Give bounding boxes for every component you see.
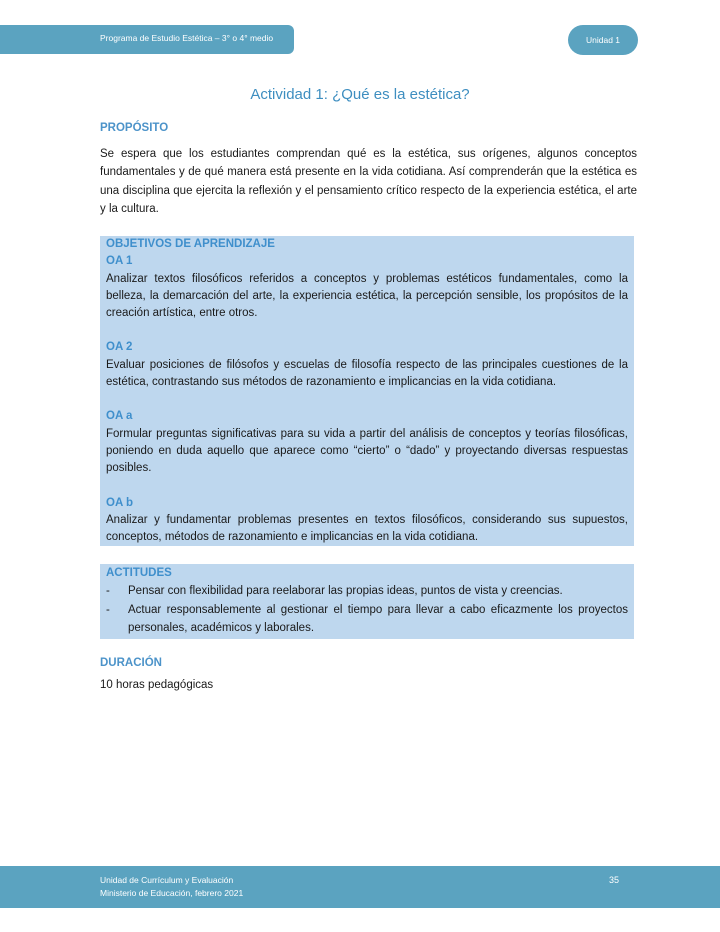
- page-number: 35: [609, 875, 620, 885]
- unit-badge: Unidad 1: [568, 25, 638, 55]
- bullet-dash: -: [106, 603, 110, 616]
- attitude-text: Actuar responsablemente al gestionar el tiempo para llevar a cabo eficazmente los proyectos personales, académicos y laborales.: [128, 603, 628, 634]
- oa-label: OA 2: [106, 341, 133, 354]
- footer-bar: [0, 866, 720, 908]
- oa-text: Analizar textos filosóficos referidos a conceptos y problemas estéticos fundamentales, como la belleza, la demarcación del arte, la experiencia estética, la percepción sensible, los propósitos de la creación artística, entre otros.: [106, 272, 628, 320]
- duration-heading: DURACIÓN: [100, 657, 162, 669]
- footer-line-2: Ministerio de Educación, febrero 2021: [100, 888, 244, 898]
- oa-text: Formular preguntas significativas para su vida a partir del análisis de conceptos y teorías filosóficas, poniendo en duda aquello que aparece como “cierto” o “dado” y proyectando diversas respuestas posibles.: [106, 427, 628, 475]
- purpose-heading: PROPÓSITO: [100, 122, 169, 134]
- attitudes-heading: ACTITUDES: [106, 567, 172, 579]
- duration-text: 10 horas pedagógicas: [100, 679, 214, 691]
- bullet-dash: -: [106, 585, 110, 597]
- oa-text: Evaluar posiciones de filósofos y escuelas de filosofía respecto de las principales cuestiones de la estética, contrastando sus métodos de razonamiento e implicancias en la vida cotidiana.: [106, 358, 628, 389]
- oa-label: OA a: [106, 410, 133, 423]
- oa-label: OA 1: [106, 255, 133, 268]
- objectives-heading: OBJETIVOS DE APRENDIZAJE: [106, 238, 275, 250]
- program-title: Programa de Estudio Estética – 3° o 4° medio: [100, 33, 274, 43]
- oa-label: OA b: [106, 496, 134, 509]
- purpose-text: Se espera que los estudiantes comprendan qué es la estética, sus orígenes, algunos conceptos fundamentales y de qué manera está presente en la vida cotidiana. Así comprenderán que la estética es una disciplina que ejercita la reflexión y el pensamiento crítico respecto de la experiencia estética, el arte y la cultura.: [100, 148, 637, 216]
- attitudes-box: [100, 564, 634, 639]
- attitude-text: Pensar con flexibilidad para reelaborar las propias ideas, puntos de vista y creencias.: [128, 585, 563, 597]
- attitude-item: [106, 582, 628, 601]
- attitude-item: [106, 601, 628, 638]
- page-title: Actividad 1: ¿Qué es la estética?: [250, 86, 470, 103]
- oa-text: Analizar y fundamentar problemas presentes en textos filosóficos, considerando sus supuestos, conceptos, métodos de razonamiento e implicancias en la vida cotidiana.: [106, 513, 628, 544]
- objectives-box: [100, 236, 634, 546]
- footer-line-1: Unidad de Currículum y Evaluación: [100, 875, 234, 885]
